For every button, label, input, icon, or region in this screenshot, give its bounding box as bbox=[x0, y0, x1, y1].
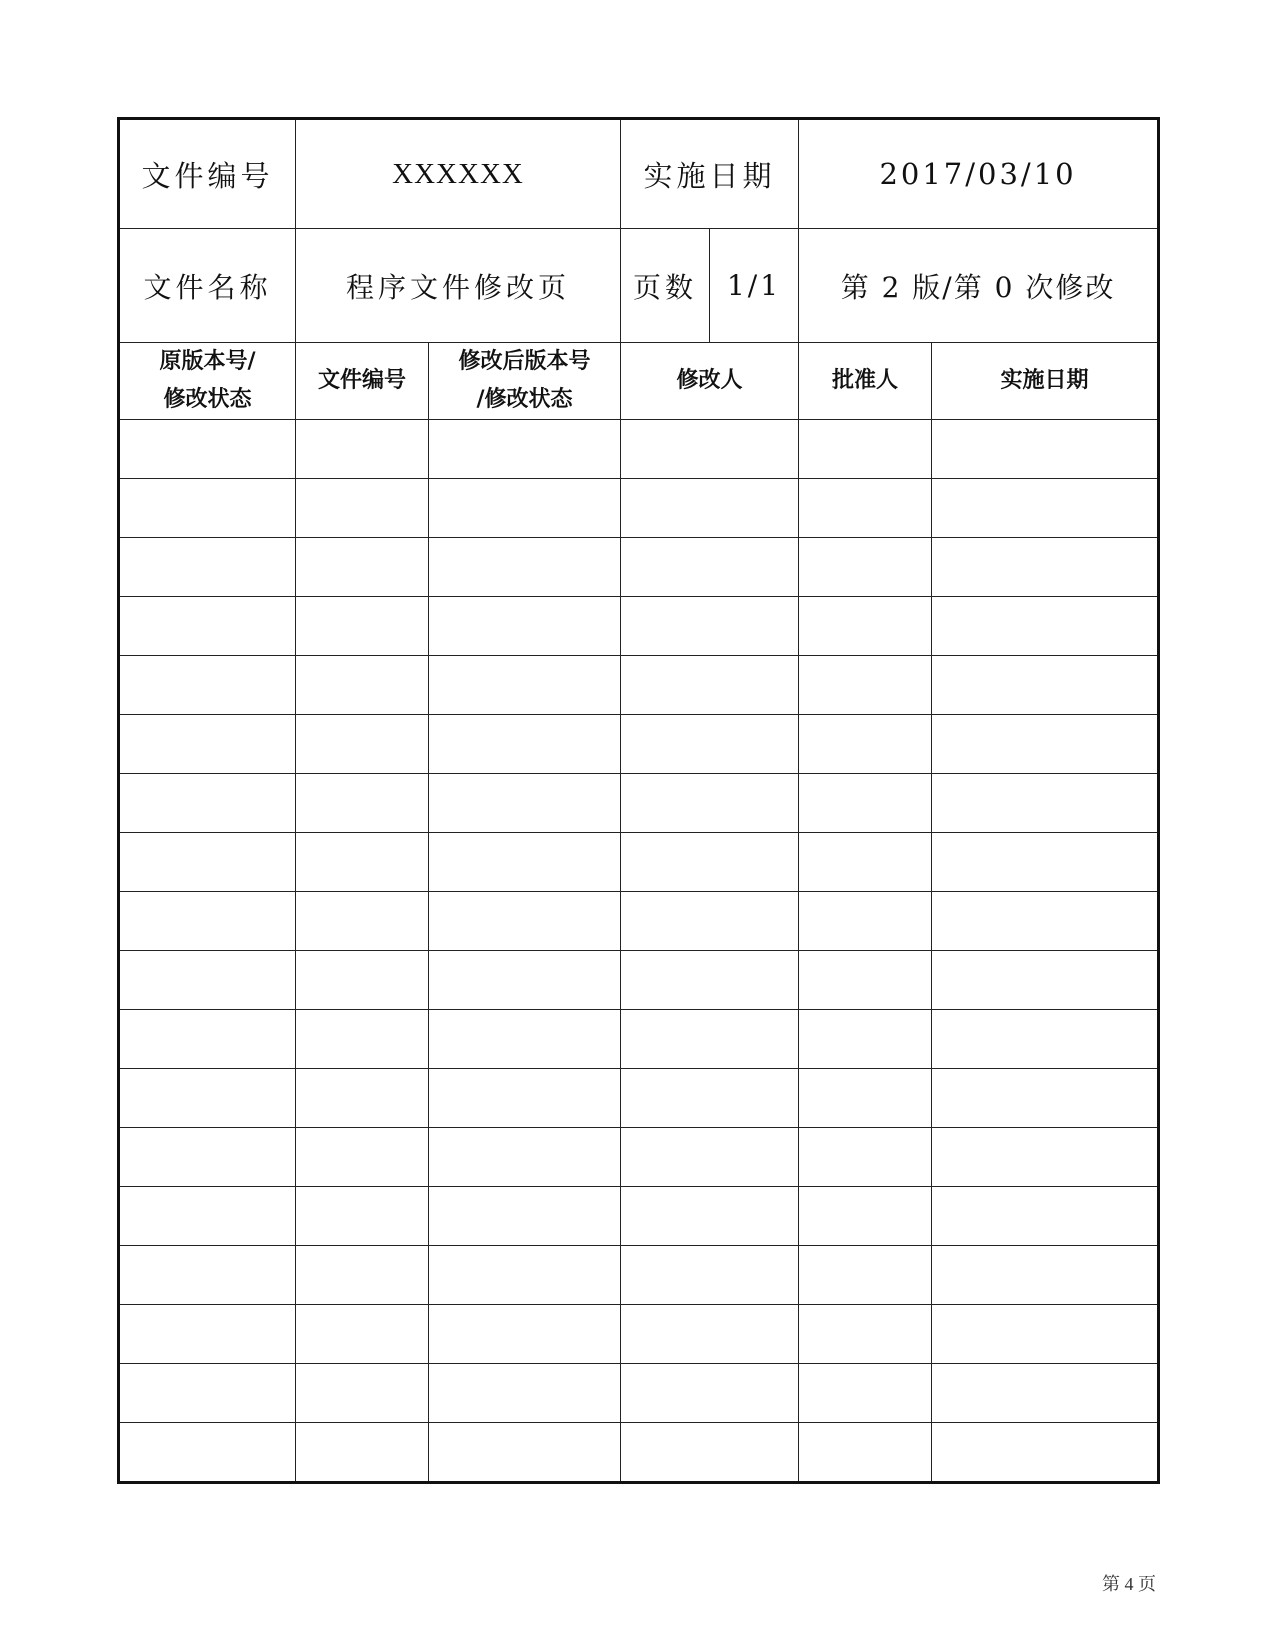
cell-doc-no bbox=[296, 951, 429, 1010]
cell-approver bbox=[799, 656, 932, 715]
cell-new-version bbox=[429, 1010, 621, 1069]
table-row bbox=[119, 833, 1159, 892]
cell-orig-version bbox=[119, 1069, 296, 1128]
table-row bbox=[119, 1128, 1159, 1187]
cell-modifier bbox=[621, 1364, 799, 1423]
cell-modifier bbox=[621, 479, 799, 538]
cell-doc-no bbox=[296, 597, 429, 656]
cell-orig-version bbox=[119, 1305, 296, 1364]
header-row-doc-name bbox=[119, 229, 1159, 343]
cell-new-version bbox=[429, 1305, 621, 1364]
page-number: 第 4 页 bbox=[1102, 1574, 1156, 1594]
table-row bbox=[119, 1364, 1159, 1423]
cell-approver bbox=[799, 479, 932, 538]
cell-impl-date bbox=[932, 1187, 1159, 1246]
col-orig-version-line2: 修改状态 bbox=[163, 387, 252, 412]
cell-doc-no bbox=[296, 774, 429, 833]
version-value: 第 2 版/第 0 次修改 bbox=[799, 229, 1159, 343]
cell-modifier bbox=[621, 420, 799, 479]
cell-doc-no bbox=[296, 1246, 429, 1305]
cell-modifier bbox=[621, 1010, 799, 1069]
table-row bbox=[119, 656, 1159, 715]
cell-approver bbox=[799, 1187, 932, 1246]
cell-new-version bbox=[429, 597, 621, 656]
cell-new-version bbox=[429, 420, 621, 479]
cell-impl-date bbox=[932, 951, 1159, 1010]
col-orig-version-line1: 原版本号/ bbox=[159, 349, 256, 374]
table-row bbox=[119, 597, 1159, 656]
table-row bbox=[119, 774, 1159, 833]
cell-orig-version bbox=[119, 715, 296, 774]
cell-approver bbox=[799, 1305, 932, 1364]
cell-impl-date bbox=[932, 1246, 1159, 1305]
cell-doc-no bbox=[296, 892, 429, 951]
doc-no-value: XXXXXX bbox=[296, 119, 621, 229]
cell-modifier bbox=[621, 715, 799, 774]
cell-orig-version bbox=[119, 420, 296, 479]
table-row bbox=[119, 1187, 1159, 1246]
cell-orig-version bbox=[119, 1128, 296, 1187]
cell-impl-date bbox=[932, 1423, 1159, 1483]
cell-new-version bbox=[429, 1187, 621, 1246]
cell-new-version bbox=[429, 833, 621, 892]
table-row bbox=[119, 420, 1159, 479]
cell-modifier bbox=[621, 1187, 799, 1246]
cell-new-version bbox=[429, 479, 621, 538]
cell-orig-version bbox=[119, 892, 296, 951]
cell-doc-no bbox=[296, 656, 429, 715]
col-new-version-line2: /修改状态 bbox=[476, 387, 573, 412]
cell-impl-date bbox=[932, 1069, 1159, 1128]
col-new-version bbox=[429, 343, 621, 420]
header-row-doc-no bbox=[119, 119, 1159, 229]
cell-modifier bbox=[621, 892, 799, 951]
cell-new-version bbox=[429, 1069, 621, 1128]
cell-orig-version bbox=[119, 833, 296, 892]
cell-approver bbox=[799, 1010, 932, 1069]
cell-new-version bbox=[429, 951, 621, 1010]
col-orig-version bbox=[119, 343, 296, 420]
cell-new-version bbox=[429, 1364, 621, 1423]
col-approver: 批准人 bbox=[799, 343, 932, 420]
cell-modifier bbox=[621, 951, 799, 1010]
cell-modifier bbox=[621, 597, 799, 656]
table-row bbox=[119, 1069, 1159, 1128]
cell-orig-version bbox=[119, 1364, 296, 1423]
cell-orig-version bbox=[119, 538, 296, 597]
cell-impl-date bbox=[932, 1364, 1159, 1423]
cell-new-version bbox=[429, 715, 621, 774]
cell-doc-no bbox=[296, 479, 429, 538]
cell-orig-version bbox=[119, 479, 296, 538]
cell-impl-date bbox=[932, 833, 1159, 892]
table-row bbox=[119, 951, 1159, 1010]
cell-modifier bbox=[621, 656, 799, 715]
table-row bbox=[119, 479, 1159, 538]
cell-impl-date bbox=[932, 479, 1159, 538]
table-row bbox=[119, 538, 1159, 597]
cell-approver bbox=[799, 420, 932, 479]
cell-modifier bbox=[621, 1128, 799, 1187]
impl-date-value: 2017/03/10 bbox=[799, 119, 1159, 229]
cell-impl-date bbox=[932, 1010, 1159, 1069]
cell-new-version bbox=[429, 656, 621, 715]
cell-doc-no bbox=[296, 833, 429, 892]
cell-approver bbox=[799, 1423, 932, 1483]
cell-modifier bbox=[621, 833, 799, 892]
table-row bbox=[119, 1305, 1159, 1364]
cell-orig-version bbox=[119, 597, 296, 656]
impl-date-label: 实施日期 bbox=[621, 119, 799, 229]
cell-orig-version bbox=[119, 1423, 296, 1483]
cell-new-version bbox=[429, 774, 621, 833]
cell-impl-date bbox=[932, 597, 1159, 656]
cell-doc-no bbox=[296, 420, 429, 479]
cell-impl-date bbox=[932, 892, 1159, 951]
col-modifier: 修改人 bbox=[621, 343, 799, 420]
cell-approver bbox=[799, 951, 932, 1010]
table-row bbox=[119, 892, 1159, 951]
col-doc-no: 文件编号 bbox=[296, 343, 429, 420]
table-row bbox=[119, 715, 1159, 774]
col-new-version-line1: 修改后版本号 bbox=[458, 349, 591, 374]
cell-orig-version bbox=[119, 1187, 296, 1246]
cell-modifier bbox=[621, 774, 799, 833]
pages-value: 1/1 bbox=[710, 229, 799, 343]
cell-impl-date bbox=[932, 656, 1159, 715]
cell-modifier bbox=[621, 1069, 799, 1128]
doc-name-label: 文件名称 bbox=[119, 229, 296, 343]
cell-orig-version bbox=[119, 1010, 296, 1069]
cell-orig-version bbox=[119, 774, 296, 833]
cell-approver bbox=[799, 1364, 932, 1423]
cell-approver bbox=[799, 774, 932, 833]
cell-orig-version bbox=[119, 951, 296, 1010]
table-row bbox=[119, 1010, 1159, 1069]
cell-orig-version bbox=[119, 1246, 296, 1305]
cell-doc-no bbox=[296, 538, 429, 597]
table-row bbox=[119, 1246, 1159, 1305]
col-impl-date: 实施日期 bbox=[932, 343, 1159, 420]
cell-doc-no bbox=[296, 1128, 429, 1187]
doc-name-value: 程序文件修改页 bbox=[296, 229, 621, 343]
cell-doc-no bbox=[296, 1305, 429, 1364]
cell-impl-date bbox=[932, 420, 1159, 479]
cell-new-version bbox=[429, 1423, 621, 1483]
cell-impl-date bbox=[932, 715, 1159, 774]
cell-modifier bbox=[621, 1246, 799, 1305]
cell-approver bbox=[799, 538, 932, 597]
cell-orig-version bbox=[119, 656, 296, 715]
cell-doc-no bbox=[296, 1423, 429, 1483]
cell-impl-date bbox=[932, 774, 1159, 833]
pages-label: 页数 bbox=[621, 229, 710, 343]
cell-new-version bbox=[429, 1128, 621, 1187]
table-row bbox=[119, 1423, 1159, 1483]
cell-modifier bbox=[621, 538, 799, 597]
cell-impl-date bbox=[932, 1305, 1159, 1364]
cell-approver bbox=[799, 1069, 932, 1128]
cell-modifier bbox=[621, 1423, 799, 1483]
cell-approver bbox=[799, 1128, 932, 1187]
cell-approver bbox=[799, 715, 932, 774]
cell-new-version bbox=[429, 538, 621, 597]
cell-approver bbox=[799, 597, 932, 656]
column-header-row bbox=[119, 343, 1159, 420]
cell-doc-no bbox=[296, 1010, 429, 1069]
revision-record-table bbox=[117, 117, 1160, 1484]
cell-doc-no bbox=[296, 1187, 429, 1246]
cell-doc-no bbox=[296, 1069, 429, 1128]
cell-new-version bbox=[429, 892, 621, 951]
cell-approver bbox=[799, 892, 932, 951]
cell-modifier bbox=[621, 1305, 799, 1364]
revision-rows bbox=[119, 420, 1159, 1483]
cell-new-version bbox=[429, 1246, 621, 1305]
cell-impl-date bbox=[932, 538, 1159, 597]
doc-no-label: 文件编号 bbox=[119, 119, 296, 229]
cell-impl-date bbox=[932, 1128, 1159, 1187]
cell-doc-no bbox=[296, 1364, 429, 1423]
cell-approver bbox=[799, 1246, 932, 1305]
cell-approver bbox=[799, 833, 932, 892]
cell-doc-no bbox=[296, 715, 429, 774]
